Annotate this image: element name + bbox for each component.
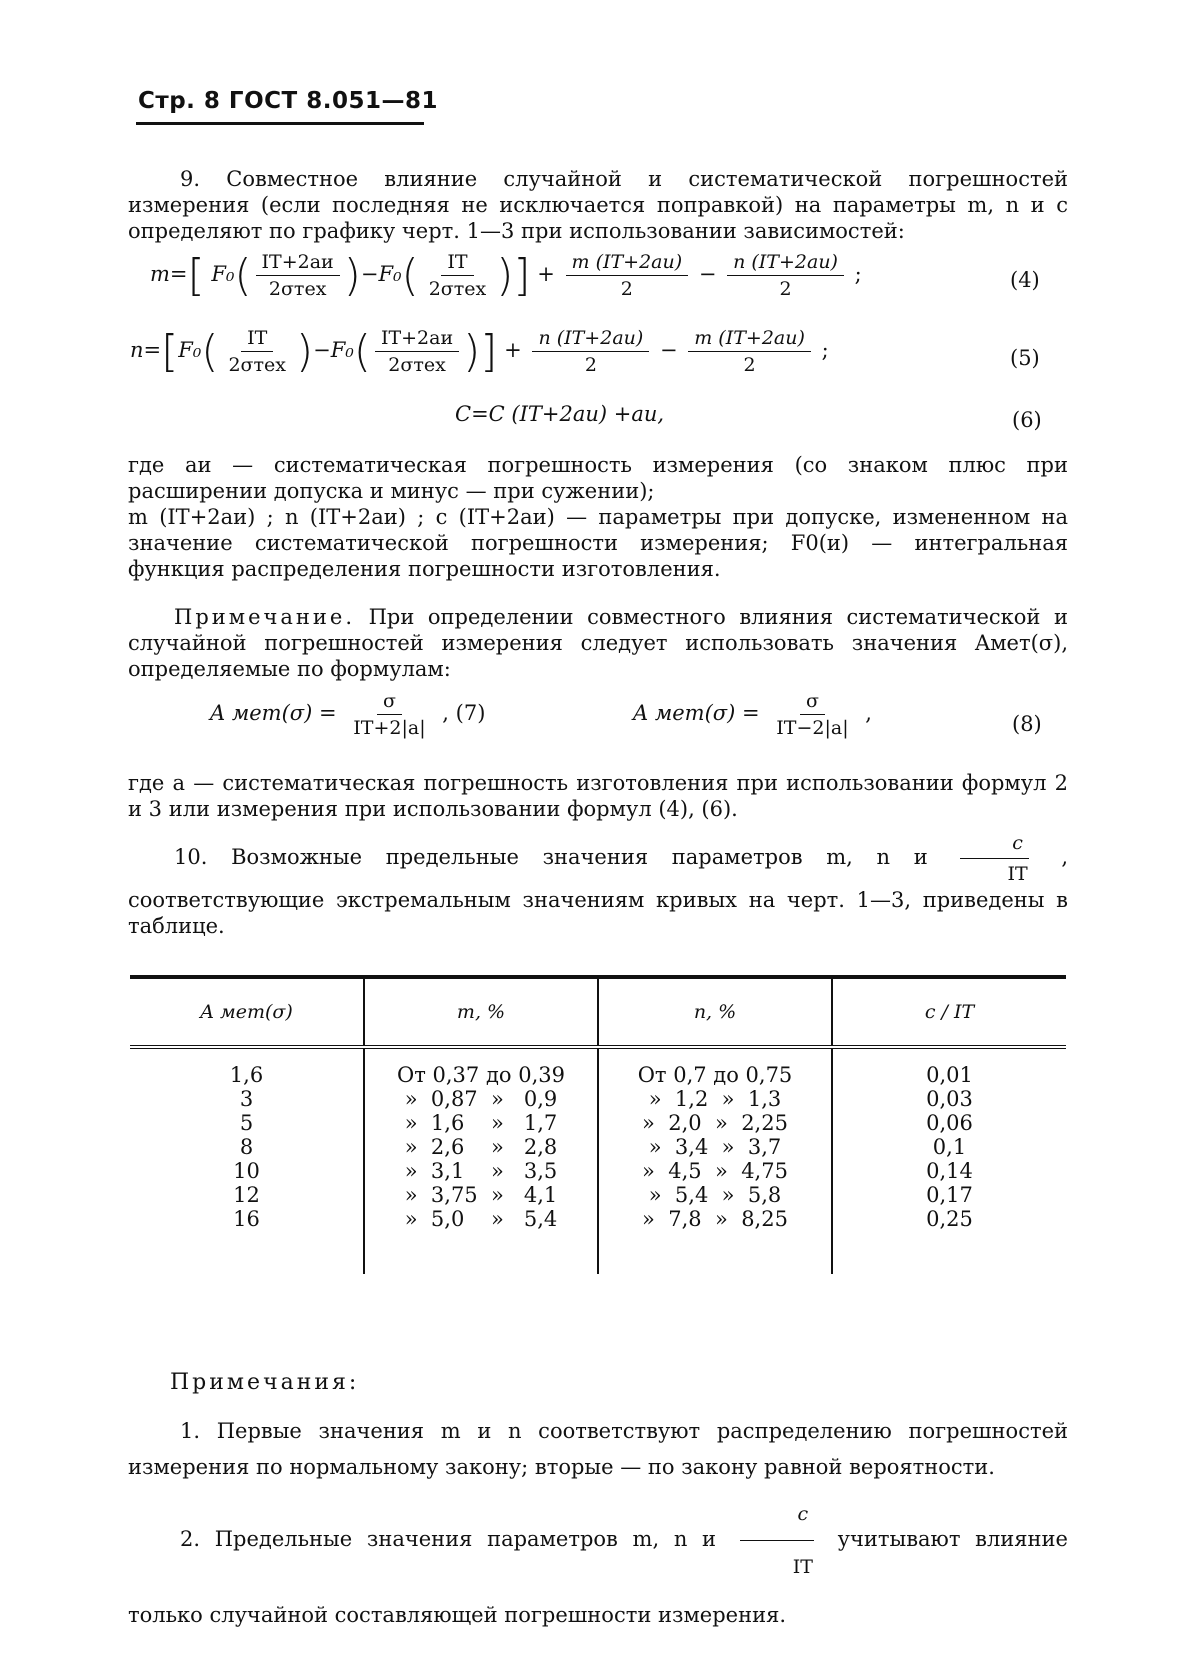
eq5-term2-num: m (IT+2aи) — [688, 327, 811, 352]
eq8-den: IT−2|a| — [776, 717, 849, 739]
formula-6: C=C (IT+2aи) +aи, — [455, 402, 665, 426]
notes-title: Примечания: — [170, 1370, 360, 1395]
eq4-f0: F₀ — [211, 262, 235, 286]
eq4-term1-den: 2 — [620, 278, 633, 300]
note-1-title: Примечание. — [174, 605, 356, 629]
eq4-term2-num: n (IT+2aи) — [727, 251, 844, 276]
eq5-den2: 2σтех — [388, 354, 446, 376]
table-header-c: c / IT — [832, 977, 1066, 1047]
eq5-num2: IT+2aи — [375, 327, 459, 352]
eq4-term1-num: m (IT+2aи) — [566, 251, 689, 276]
note-2-frac-num: c — [740, 1490, 815, 1541]
table-header-row — [130, 977, 1066, 1047]
note-1 — [128, 604, 1068, 682]
where-2: m (IT+2aи) ; n (IT+2aи) ; c (IT+2aи) — параметры при допуске, измененном на значение систематической погрешности измерения; F0(и) — интегральная функция распределения погрешности изготовления. — [128, 505, 1068, 581]
where-3: где a — систематическая погрешность изготовления при использовании формул 2 и 3 или измерения при использовании формул (4), (6). — [128, 771, 1068, 821]
table-header-m: m, % — [364, 977, 598, 1047]
note-1-text: При определении совместного влияния систематической и случайной погрешностей измерения следует использовать значения Aмет(σ), определяемые по формулам: — [128, 605, 1068, 681]
formula-5: n=[F₀( $\frac{IT}{\text{2σтех}}$ )−F₀( $\frac{IT+2aи}{\text{2σтех}}$ )] + $\frac{n (IT+2aи)}{2}$ − $\frac{m (IT+2aи)}{2}$ ; — [130, 326, 829, 377]
formula-7 — [210, 690, 485, 739]
table-col-n: От 0,7 до 0,75 » 1,2 » 1,3 » 2,0 » 2,25 » 3,4 » 3,7 » 4,5 » 4,75 » 5,4 » 5,8 » 7,8 » 8,25 — [598, 1047, 832, 1274]
para10-a: 10. Возможные предельные значения параметров m, n и — [174, 845, 928, 869]
eq8-label: (8) — [1012, 712, 1042, 736]
table-col-a: 1,6 3 5 8 10 12 16 — [229, 1063, 264, 1231]
eq4-term2-den: 2 — [779, 278, 792, 300]
eq7-lhs: A мет(σ) = — [210, 701, 337, 725]
eq5-den1: 2σтех — [228, 354, 286, 376]
eq4-num1: IT+2aи — [256, 251, 340, 276]
eq4-label: (4) — [1010, 268, 1040, 292]
formula-4: m=[ F₀( $\frac{IT+2aи}{\text{2σтех}}$ )−F₀( $\frac{IT}{\text{2σтех}}$ )] + $\frac{m (IT+2aи)}{2}$ − $\frac{n (IT+2aи)}{2}$ ; — [150, 250, 862, 301]
note-2-frac-den: IT — [792, 1556, 813, 1578]
table-row — [130, 1047, 1066, 1274]
eq4-den2: 2σтех — [428, 278, 487, 300]
paragraph-10 — [128, 830, 1068, 939]
eq5-term1-num: n (IT+2aи) — [532, 327, 649, 352]
eq8-lhs: A мет(σ) = — [633, 701, 760, 725]
note-item-1: 1. Первые значения m и n соответствуют распределению погрешностей измерения по нормальному закону; вторые — по закону равной вероятности. — [128, 1419, 1068, 1479]
eq7-num: σ — [377, 690, 402, 715]
page-header: Стр. 8 ГОСТ 8.051—81 — [138, 88, 438, 114]
eq7-label: , (7) — [442, 701, 486, 725]
eq4-num2: IT — [441, 251, 473, 276]
para10-frac-num: c — [960, 830, 1029, 859]
eq5-term1-den: 2 — [584, 354, 597, 376]
eq8-comma: , — [865, 701, 872, 725]
eq7-den: IT+2|a| — [353, 717, 426, 739]
note-2-a: 2. Предельные значения параметров m, n и — [180, 1527, 717, 1551]
eq5-num1: IT — [241, 327, 273, 352]
table-col-c: 0,01 0,03 0,06 0,1 0,14 0,17 0,25 — [832, 1047, 1066, 1274]
table-header-a: A мет(σ) — [130, 977, 364, 1047]
eq5-label: (5) — [1010, 346, 1040, 370]
formula-8 — [633, 690, 872, 739]
eq6-label: (6) — [1012, 408, 1042, 432]
where-1: где aи — систематическая погрешность измерения (со знаком плюс при расширении допуска и минус — при сужении); — [128, 453, 1068, 503]
paragraph-9: 9. Совместное влияние случайной и систематической погрешностей измерения (если последняя не исключается поправкой) на параметры m, n и c определяют по графику черт. 1—3 при использовании зависимостей: — [128, 167, 1068, 243]
para10-frac-den: IT — [1007, 863, 1028, 885]
table-header-n: n, % — [598, 977, 832, 1047]
eq5-lhs: n= — [130, 338, 162, 362]
eq8-num: σ — [800, 690, 825, 715]
table-col-m: От 0,37 до 0,39 » 0,87 » 0,9 » 1,6 » 1,7 » 2,6 » 2,8 » 3,1 » 3,5 » 3,75 » 4,1 » 5,0 » 5,4 — [364, 1047, 598, 1274]
header-rule — [136, 122, 424, 125]
note-2-b: учитывают влияние только случайной составляющей погрешности измерения. — [128, 1527, 1068, 1627]
eq4-tail: ; — [854, 262, 862, 286]
note-item-2 — [128, 1490, 1068, 1639]
eq5-term2-den: 2 — [743, 354, 756, 376]
para10-b: , соответствующие экстремальным значениям кривых на черт. 1—3, приведены в таблице. — [128, 845, 1069, 938]
eq4-lhs: m= — [150, 262, 188, 286]
data-table — [130, 975, 1066, 1274]
eq4-den1: 2σтех — [268, 278, 327, 300]
